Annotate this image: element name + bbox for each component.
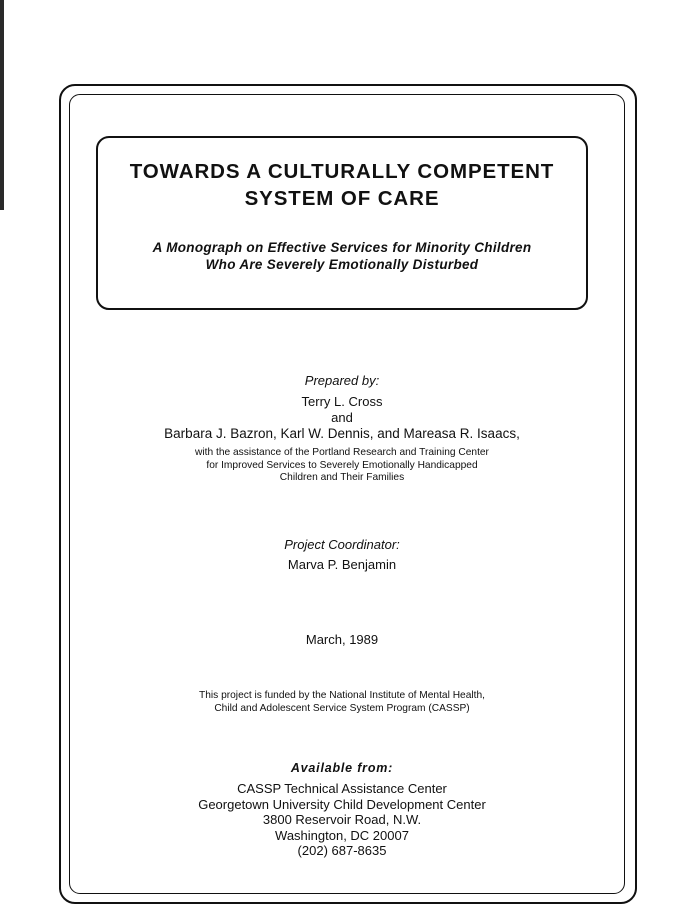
- title-line-2: SYSTEM OF CARE: [244, 187, 440, 210]
- subtitle-line-1: A Monograph on Effective Services for Minority Children: [152, 240, 532, 255]
- coordinator-name: Marva P. Benjamin: [287, 557, 397, 572]
- subtitle-line-2: Who Are Severely Emotionally Disturbed: [205, 257, 479, 272]
- availability-address: [96, 781, 588, 859]
- author-primary: Terry L. Cross: [301, 394, 383, 409]
- publication-date: March, 1989: [305, 632, 379, 647]
- assistance-line-1: with the assistance of the Portland Research and Training Center: [195, 447, 489, 458]
- available-from-label: Available from:: [290, 761, 394, 775]
- scan-edge: [0, 0, 4, 210]
- document-subtitle: [96, 239, 588, 273]
- funding-line-2: Child and Adolescent Service System Program (CASSP): [214, 702, 470, 714]
- document-title: [96, 158, 588, 212]
- assistance-line-2: for Improved Services to Severely Emotionally Handicapped: [206, 459, 478, 471]
- address-line-4: Washington, DC 20007: [275, 827, 409, 843]
- funding-note: [96, 690, 588, 715]
- address-line-2: Georgetown University Child Development Center: [198, 796, 486, 812]
- funding-line-1: This project is funded by the National Institute of Mental Health,: [199, 690, 485, 701]
- address-line-3: 3800 Reservoir Road, N.W.: [262, 812, 422, 827]
- assistance-line-3: Children and Their Families: [279, 472, 405, 483]
- coordinator-label: Project Coordinator:: [284, 537, 400, 552]
- title-line-1: TOWARDS A CULTURALLY COMPETENT: [129, 160, 555, 183]
- author-and: and: [331, 410, 353, 425]
- address-line-1: CASSP Technical Assistance Center: [237, 781, 447, 796]
- assistance-note: [96, 447, 588, 485]
- prepared-by-label: Prepared by:: [304, 373, 380, 388]
- authors-secondary: Barbara J. Bazron, Karl W. Dennis, and Mareasa R. Isaacs,: [164, 426, 520, 441]
- address-line-5: (202) 687-8635: [297, 843, 387, 858]
